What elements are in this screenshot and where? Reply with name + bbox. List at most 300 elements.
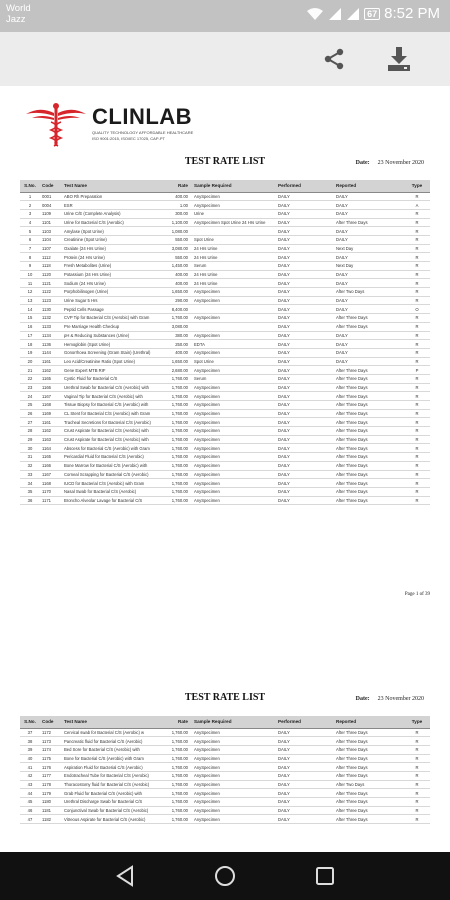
cell-rate: 1,760.00: [162, 401, 192, 410]
table-row: [20, 418, 430, 427]
cell-reported: DAILY: [334, 227, 404, 236]
cell-sno: 16: [20, 322, 40, 331]
cell-code: 1182: [40, 815, 62, 824]
cell-code: 1175: [40, 754, 62, 763]
cell-rate: 400.00: [162, 279, 192, 288]
column-header-test-name: Test Name: [62, 180, 162, 192]
cell-sno: 6: [20, 235, 40, 244]
cell-sample: AnySpecimen: [192, 745, 276, 754]
cell-rate: 1,080.00: [162, 227, 192, 236]
cell-type: R: [404, 789, 430, 798]
table-row: [20, 314, 430, 323]
cell-sample: AnySpecimen: [192, 331, 276, 340]
cell-test-name: IUCD for Bacterial C/S (Aerobic) with Gram: [62, 479, 162, 488]
cell-type: R: [404, 487, 430, 496]
cell-type: O: [404, 305, 430, 314]
cell-reported: After Three Days: [334, 487, 404, 496]
cell-code: 1161: [40, 418, 62, 427]
cell-rate: 1,650.00: [162, 357, 192, 366]
cell-sno: 33: [20, 470, 40, 479]
cell-type: R: [404, 444, 430, 453]
cell-rate: 1,650.00: [162, 288, 192, 297]
app-toolbar: [0, 32, 450, 86]
cell-type: R: [404, 348, 430, 357]
cell-sno: 47: [20, 815, 40, 824]
cell-type: R: [404, 418, 430, 427]
cell-rate: 400.00: [162, 192, 192, 201]
cell-sno: 29: [20, 435, 40, 444]
cell-test-name: Pericardial Fluid for Bacterial C/S (Aerobic): [62, 453, 162, 462]
cell-test-name: Leo Acid/Creatinine Ratio (Spot Urine): [62, 357, 162, 366]
cell-test-name: Conjunctival Swab for Bacterial C/S (Aerobic): [62, 806, 162, 815]
cell-type: R: [404, 253, 430, 262]
cell-sno: 20: [20, 357, 40, 366]
cell-sno: 32: [20, 461, 40, 470]
cell-sample: AnySpecimen: [192, 444, 276, 453]
cell-rate: 1,760.00: [162, 444, 192, 453]
table-row: [20, 780, 430, 789]
cell-rate: 1,760.00: [162, 728, 192, 737]
clock: 8:52 PM: [384, 5, 440, 22]
cell-rate: 1,450.00: [162, 262, 192, 271]
cell-test-name: Pre Marriage Health Checkup: [62, 322, 162, 331]
cell-code: 1136: [40, 340, 62, 349]
cell-sample: 24 Hrs Urine: [192, 270, 276, 279]
table-row: [20, 296, 430, 305]
cell-test-name: Creatinine (Spot Urine): [62, 235, 162, 244]
cell-test-name: Sodium (24 Hrs Urine): [62, 279, 162, 288]
cell-test-name: Porphobilinogen (Urine): [62, 288, 162, 297]
cell-reported: After Three Days: [334, 435, 404, 444]
table-row: [20, 470, 430, 479]
wifi-icon: [306, 7, 324, 21]
cell-reported: DAILY: [334, 340, 404, 349]
cell-test-name: Corneal Scrapping for Bacterial C/S (Aerobic): [62, 470, 162, 479]
cell-sno: 41: [20, 763, 40, 772]
cell-sample: AnySpecimen: [192, 314, 276, 323]
cell-performed: DAILY: [276, 331, 334, 340]
cell-code: 1123: [40, 296, 62, 305]
cell-type: R: [404, 296, 430, 305]
cell-performed: DAILY: [276, 366, 334, 375]
pdf-viewer[interactable]: [0, 86, 450, 852]
cell-code: 1176: [40, 763, 62, 772]
cell-test-name: Pancreatic fluid for Bacterial C/S (Aerobic): [62, 737, 162, 746]
table-row: [20, 235, 430, 244]
cell-test-name: Crust Aspirate for Bacterial C/S (Aerobic) with: [62, 427, 162, 436]
cell-sno: 11: [20, 279, 40, 288]
cell-performed: DAILY: [276, 253, 334, 262]
document-title-page-2: TEST RATE LIST: [184, 692, 266, 703]
cell-sno: 1: [20, 192, 40, 201]
table-row: [20, 435, 430, 444]
rate-table-page-1: [20, 180, 430, 505]
cell-sample: AnySpecimen: [192, 771, 276, 780]
table-row: [20, 806, 430, 815]
cell-performed: DAILY: [276, 427, 334, 436]
cell-performed: DAILY: [276, 409, 334, 418]
table-row: [20, 383, 430, 392]
cell-performed: DAILY: [276, 279, 334, 288]
cell-sno: 15: [20, 314, 40, 323]
table-row: [20, 305, 430, 314]
cell-sno: 12: [20, 288, 40, 297]
cell-performed: DAILY: [276, 789, 334, 798]
cell-rate: 1,760.00: [162, 435, 192, 444]
cell-code: 1103: [40, 227, 62, 236]
cell-reported: After Three Days: [334, 366, 404, 375]
cell-sno: 37: [20, 728, 40, 737]
cell-type: A: [404, 201, 430, 210]
cell-type: R: [404, 392, 430, 401]
cell-test-name: CL Stent for Bacterial C/S (Aerobic) with Gram: [62, 409, 162, 418]
share-button[interactable]: [317, 42, 351, 76]
table-row: [20, 745, 430, 754]
cell-sample: AnySpecimen: [192, 728, 276, 737]
cell-performed: DAILY: [276, 235, 334, 244]
cell-test-name: Endotracheal Tube for Bacterial C/S (Aerobic): [62, 771, 162, 780]
cell-rate: 250.00: [162, 340, 192, 349]
cell-code: 1166: [40, 461, 62, 470]
cell-reported: DAILY: [334, 201, 404, 210]
cell-code: 1112: [40, 253, 62, 262]
cell-test-name: Urethral Discharge Swab for Bacterial C/S: [62, 798, 162, 807]
cell-rate: 1,760.00: [162, 789, 192, 798]
cell-test-name: Protein (24 Hrs Urine): [62, 253, 162, 262]
logo-address: ISO 9001:2015, ISO/IEC 17025, CAP-PT: [92, 136, 165, 141]
cell-sno: 39: [20, 745, 40, 754]
cell-sno: 19: [20, 348, 40, 357]
cell-type: R: [404, 435, 430, 444]
cell-rate: 1,760.00: [162, 470, 192, 479]
cell-sample: AnySpecimen: [192, 401, 276, 410]
cell-test-name: Tissue Biopsy for Bacterial C/S (Aerobic) with: [62, 401, 162, 410]
document-date: Date: 23 November 2020: [355, 160, 424, 166]
cell-sample: Serum: [192, 262, 276, 271]
cell-test-name: Bone Marrow for Bacterial C/S (Aerobic) with: [62, 461, 162, 470]
column-header-rate: Rate: [162, 716, 192, 728]
column-header-code: Code: [40, 716, 62, 728]
cell-sample: 24 Hrs Urine: [192, 244, 276, 253]
cell-type: P: [404, 366, 430, 375]
cell-rate: 380.00: [162, 331, 192, 340]
cell-test-name: Gonorrhoea Screening (Gram Stain) (Urethral): [62, 348, 162, 357]
cell-sample: AnySpecimen: [192, 487, 276, 496]
cell-performed: DAILY: [276, 288, 334, 297]
cell-sno: 22: [20, 374, 40, 383]
cell-sno: 42: [20, 771, 40, 780]
cell-type: R: [404, 737, 430, 746]
cell-test-name: Potassium (24 Hrs Urine): [62, 270, 162, 279]
cell-type: R: [404, 331, 430, 340]
table-row: [20, 366, 430, 375]
cell-reported: After Three Days: [334, 737, 404, 746]
cell-reported: Next Day: [334, 262, 404, 271]
table-row: [20, 771, 430, 780]
cell-code: 1167: [40, 470, 62, 479]
cell-type: R: [404, 192, 430, 201]
cell-reported: After Three Days: [334, 496, 404, 505]
column-header-type: Type: [404, 716, 430, 728]
cell-sample: AnySpecimen: [192, 383, 276, 392]
cell-sample: AnySpecimen: [192, 192, 276, 201]
table-header-row: [20, 180, 430, 192]
cell-sno: 9: [20, 262, 40, 271]
cell-sno: 23: [20, 383, 40, 392]
cell-type: R: [404, 374, 430, 383]
table-row: [20, 374, 430, 383]
table-row: [20, 392, 430, 401]
cell-reported: After Three Days: [334, 314, 404, 323]
cell-code: 1172: [40, 728, 62, 737]
table-row: [20, 789, 430, 798]
cell-reported: After Three Days: [334, 427, 404, 436]
cell-sno: 45: [20, 798, 40, 807]
cell-test-name: pH & Reducing Substances (Urine): [62, 331, 162, 340]
cell-sample: AnySpecimen Spot Urine 24 Hrs Urine: [192, 218, 276, 227]
cell-sample: Urine: [192, 209, 276, 218]
cell-code: 1134: [40, 331, 62, 340]
cell-sample: AnySpecimen: [192, 780, 276, 789]
cell-sample: AnySpecimen: [192, 470, 276, 479]
cell-performed: DAILY: [276, 262, 334, 271]
table-row: [20, 244, 430, 253]
cell-rate: 1,760.00: [162, 409, 192, 418]
cell-code: 1101: [40, 218, 62, 227]
column-header-sample: Sample Required: [192, 716, 276, 728]
cell-type: R: [404, 357, 430, 366]
cell-sample: [192, 322, 276, 331]
cell-performed: DAILY: [276, 496, 334, 505]
table-row: [20, 201, 430, 210]
cell-code: 1162: [40, 366, 62, 375]
cell-reported: After Three Days: [334, 728, 404, 737]
table-row: [20, 815, 430, 824]
cell-sno: 28: [20, 427, 40, 436]
cell-sample: AnySpecimen: [192, 479, 276, 488]
cell-sample: AnySpecimen: [192, 409, 276, 418]
cell-type: R: [404, 401, 430, 410]
cell-code: 1144: [40, 348, 62, 357]
table-row: [20, 487, 430, 496]
table-row: [20, 357, 430, 366]
cell-sample: AnySpecimen: [192, 806, 276, 815]
cell-sno: 27: [20, 418, 40, 427]
cell-reported: DAILY: [334, 253, 404, 262]
cell-performed: DAILY: [276, 479, 334, 488]
cell-test-name: Urine for Bacterial C/S (Aerobic): [62, 218, 162, 227]
cell-code: 1178: [40, 780, 62, 789]
cell-performed: DAILY: [276, 392, 334, 401]
cell-sno: 38: [20, 737, 40, 746]
download-icon: [385, 45, 413, 73]
cell-reported: After Three Days: [334, 771, 404, 780]
cell-sample: Spot Urine: [192, 235, 276, 244]
cell-test-name: ESR: [62, 201, 162, 210]
cell-test-name: Tracheal Secretions for Bacterial C/S (Aerobic): [62, 418, 162, 427]
cell-sno: 31: [20, 453, 40, 462]
cell-sno: 8: [20, 253, 40, 262]
cell-type: R: [404, 227, 430, 236]
cell-reported: After Three Days: [334, 401, 404, 410]
cell-performed: DAILY: [276, 401, 334, 410]
cell-type: R: [404, 496, 430, 505]
cell-code: 1165: [40, 453, 62, 462]
cell-sample: AnySpecimen: [192, 754, 276, 763]
cell-sample: Serum: [192, 374, 276, 383]
column-header-rate: Rate: [162, 180, 192, 192]
column-header-performed: Performed: [276, 180, 334, 192]
cell-performed: DAILY: [276, 383, 334, 392]
cell-code: 1107: [40, 244, 62, 253]
cell-performed: DAILY: [276, 754, 334, 763]
cell-test-name: Fresh Metabolites (Urine): [62, 262, 162, 271]
logo-tagline: QUALITY TECHNOLOGY AFFORDABLE HEALTHCARE: [92, 130, 194, 135]
cell-test-name: Vitreous Aspirate for Bacterial C/S (Aerobic): [62, 815, 162, 824]
cell-sno: 13: [20, 296, 40, 305]
cell-sample: AnySpecimen: [192, 798, 276, 807]
cell-code: 1180: [40, 798, 62, 807]
cell-type: R: [404, 288, 430, 297]
cell-performed: DAILY: [276, 201, 334, 210]
cell-rate: 1,760.00: [162, 806, 192, 815]
cell-rate: 1,760.00: [162, 461, 192, 470]
page-number: Page 1 of 39: [404, 592, 430, 597]
cell-sample: 24 Hrs Urine: [192, 279, 276, 288]
rate-table-page-2: [20, 716, 430, 824]
cell-type: R: [404, 745, 430, 754]
cell-test-name: Vaginal Tip for Bacterial C/S (Aerobic) with: [62, 392, 162, 401]
table-row: [20, 218, 430, 227]
cell-performed: DAILY: [276, 444, 334, 453]
cell-rate: 1,760.00: [162, 314, 192, 323]
table-row: [20, 401, 430, 410]
cell-code: 1122: [40, 288, 62, 297]
cell-type: R: [404, 453, 430, 462]
cell-type: R: [404, 754, 430, 763]
column-header-reported: Reported: [334, 716, 404, 728]
cell-sample: AnySpecimen: [192, 737, 276, 746]
cell-sno: 24: [20, 392, 40, 401]
cell-performed: DAILY: [276, 737, 334, 746]
cell-sample: AnySpecimen: [192, 815, 276, 824]
table-row: [20, 348, 430, 357]
home-icon: [214, 865, 236, 887]
cell-rate: 3,080.00: [162, 322, 192, 331]
cell-type: R: [404, 461, 430, 470]
cell-rate: 550.00: [162, 235, 192, 244]
table-row: [20, 192, 430, 201]
table-row: [20, 227, 430, 236]
table-row: [20, 444, 430, 453]
cell-reported: After Three Days: [334, 392, 404, 401]
cell-performed: DAILY: [276, 780, 334, 789]
pdf-page-2: [12, 680, 438, 852]
cell-sno: 2: [20, 201, 40, 210]
cell-code: 1162: [40, 427, 62, 436]
cell-rate: 1,760.00: [162, 737, 192, 746]
cell-rate: 1,760.00: [162, 780, 192, 789]
cell-sno: 4: [20, 218, 40, 227]
cell-test-name: Amylase (Spot Urine): [62, 227, 162, 236]
table-row: [20, 262, 430, 271]
cell-sno: 26: [20, 409, 40, 418]
status-icons: [306, 5, 440, 22]
cell-performed: DAILY: [276, 745, 334, 754]
cell-reported: After Three Days: [334, 789, 404, 798]
cell-sample: AnySpecimen: [192, 288, 276, 297]
cell-type: R: [404, 479, 430, 488]
cell-performed: DAILY: [276, 470, 334, 479]
cell-performed: DAILY: [276, 244, 334, 253]
cell-sno: 43: [20, 780, 40, 789]
table-row: [20, 427, 430, 436]
cell-sno: 40: [20, 754, 40, 763]
cell-performed: DAILY: [276, 487, 334, 496]
cell-performed: DAILY: [276, 227, 334, 236]
cell-test-name: Bone for Bacterial C/S (Aerobic) with Gram: [62, 754, 162, 763]
home-button[interactable]: [213, 864, 237, 888]
cell-code: 1168: [40, 401, 62, 410]
cell-reported: DAILY: [334, 279, 404, 288]
cell-reported: After Three Days: [334, 444, 404, 453]
cell-performed: DAILY: [276, 314, 334, 323]
cell-reported: After Three Days: [334, 470, 404, 479]
cell-type: R: [404, 314, 430, 323]
table-row: [20, 288, 430, 297]
cell-performed: DAILY: [276, 435, 334, 444]
cell-test-name: Urine C/E (Complete Analysis): [62, 209, 162, 218]
cell-type: R: [404, 409, 430, 418]
cell-rate: 1,760.00: [162, 392, 192, 401]
cell-test-name: Thoracostomy fluid for Bacterial C/S (Aerobic): [62, 780, 162, 789]
cell-test-name: Urine Sugar 5 Hrs: [62, 296, 162, 305]
clinlab-logo: [24, 102, 224, 148]
cell-sno: 44: [20, 789, 40, 798]
cell-rate: 1,100.00: [162, 218, 192, 227]
cell-reported: After Three Days: [334, 798, 404, 807]
cell-sample: Spot Urine: [192, 357, 276, 366]
cell-reported: After Three Days: [334, 763, 404, 772]
cell-test-name: Hemoglobin (Spot Urine): [62, 340, 162, 349]
table-row: [20, 340, 430, 349]
recents-button[interactable]: [313, 864, 337, 888]
cell-performed: DAILY: [276, 305, 334, 314]
cell-rate: 1,760.00: [162, 815, 192, 824]
pdf-page-1: [12, 86, 438, 611]
cell-rate: 1,760.00: [162, 745, 192, 754]
cell-rate: 1,760.00: [162, 383, 192, 392]
cell-test-name: Peptid Cells Passage: [62, 305, 162, 314]
cell-performed: DAILY: [276, 322, 334, 331]
signal-icon: [328, 7, 342, 21]
cell-rate: 550.00: [162, 253, 192, 262]
cell-code: 1165: [40, 374, 62, 383]
cell-code: 1132: [40, 314, 62, 323]
cell-type: R: [404, 763, 430, 772]
cell-sample: EDTA: [192, 340, 276, 349]
download-button[interactable]: [382, 42, 416, 76]
back-button[interactable]: [113, 864, 137, 888]
cell-performed: DAILY: [276, 209, 334, 218]
table-row: [20, 270, 430, 279]
cell-reported: DAILY: [334, 235, 404, 244]
cell-sno: 10: [20, 270, 40, 279]
cell-sno: 5: [20, 227, 40, 236]
cell-performed: DAILY: [276, 357, 334, 366]
table-row: [20, 763, 430, 772]
cell-performed: DAILY: [276, 763, 334, 772]
